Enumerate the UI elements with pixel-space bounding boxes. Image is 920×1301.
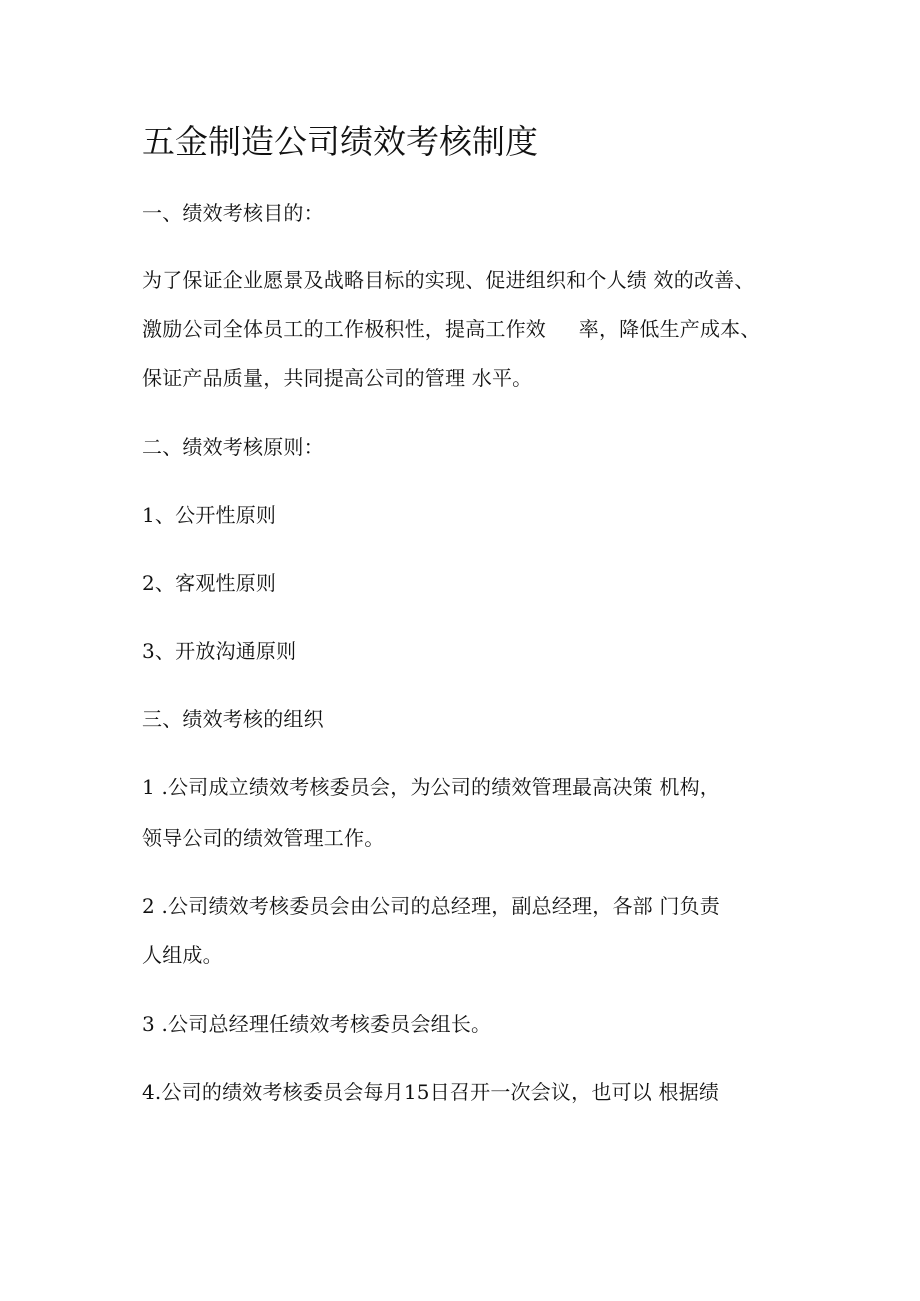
- principle-item-1: 1、公开性原则: [142, 503, 277, 527]
- section-heading-organization: 三、绩效考核的组织: [142, 707, 324, 731]
- purpose-paragraph-line-2: 激励公司全体员工的工作极积性，提高工作效 率，降低生产成本、: [142, 317, 761, 341]
- principle-item-2: 2、客观性原则: [142, 571, 277, 595]
- purpose-paragraph-line-1: 为了保证企业愿景及战略目标的实现、促进组织和个人绩 效的改善、: [142, 268, 755, 292]
- purpose-paragraph-line-3: 保证产品质量，共同提高公司的管理 水平。: [142, 366, 533, 390]
- organization-item-2-line-2: 人组成。: [142, 943, 223, 967]
- document-title: 五金制造公司绩效考核制度: [142, 122, 538, 161]
- section-heading-purpose: 一、绩效考核目的：: [142, 201, 324, 225]
- section-heading-principles: 二、绩效考核原则：: [142, 435, 324, 459]
- principle-item-3: 3、开放沟通原则: [142, 639, 297, 663]
- organization-item-1-line-2: 领导公司的绩效管理工作。: [142, 826, 385, 850]
- organization-item-3-line-1: 3 .公司总经理任绩效考核委员会组长。: [142, 1012, 492, 1036]
- organization-item-2-line-1: 2 .公司绩效考核委员会由公司的总经理，副总经理，各部 门负责: [142, 894, 720, 918]
- organization-item-1-line-1: 1 .公司成立绩效考核委员会，为公司的绩效管理最高决策 机构，: [142, 775, 720, 799]
- organization-item-4-line-1: 4.公司的绩效考核委员会每月15日召开一次会议，也可以 根据绩: [142, 1080, 720, 1104]
